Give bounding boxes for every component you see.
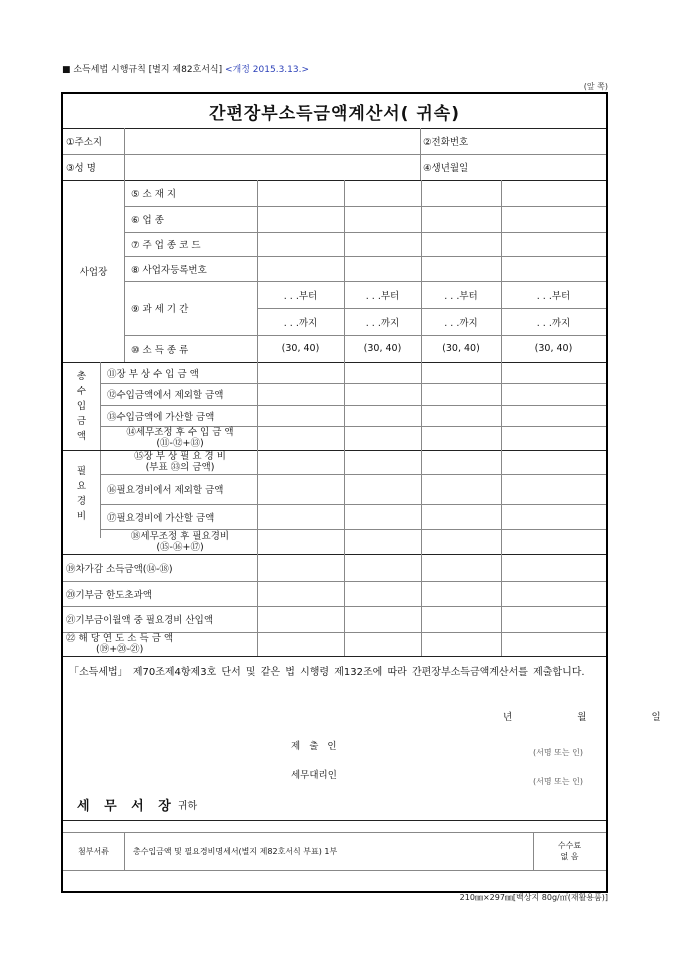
row-14-main: ⑭세무조정 후 수 입 금 액	[126, 427, 234, 438]
period-from-2[interactable]: . . .부터	[365, 290, 400, 302]
business-group-label: 사업장	[79, 267, 108, 278]
form-header	[62, 62, 309, 75]
row-20-label: ⑳기부금 한도초과액	[66, 589, 152, 601]
income-type-label: ⑩ 소 득 종 류	[131, 344, 189, 356]
period-from-4[interactable]: . . .부터	[536, 290, 571, 302]
revenue-char-5: 액	[76, 430, 87, 442]
tax-form	[61, 92, 661, 893]
row-14-formula: (⑪-⑫+⑬)	[156, 438, 204, 449]
row-21-label: ㉑기부금이월액 중 필요경비 산입액	[66, 615, 214, 626]
phone-field[interactable]	[499, 128, 604, 154]
attach-label: 첨부서류	[78, 846, 109, 856]
name-field[interactable]	[125, 154, 419, 180]
phone-label: ②전화번호	[423, 137, 469, 148]
recipient-line	[77, 794, 277, 814]
agent-label: 세무대리인	[291, 770, 337, 781]
fee-cell	[533, 832, 606, 870]
income-type-1: (30, 40)	[281, 343, 320, 354]
income-type-2: (30, 40)	[363, 343, 402, 354]
row-11-label: ⑪장 부 상 수 입 금 액	[107, 368, 199, 380]
row-19-label: ⑲차가감 소득금액(⑭-⑱)	[66, 563, 173, 575]
fee-value: 없 음	[560, 852, 579, 861]
income-type-4: (30, 40)	[534, 343, 573, 354]
row-15-label	[103, 450, 257, 474]
expense-char-4: 비	[76, 511, 87, 522]
recipient-suffix: 귀하	[177, 800, 198, 812]
revenue-char-3: 입	[76, 400, 87, 412]
revenue-char-1: 총	[76, 370, 87, 382]
period-to-3[interactable]: . . .까지	[444, 317, 478, 329]
expense-char-2: 요	[76, 481, 87, 492]
row-14-label	[103, 426, 257, 450]
row-22-main: ㉒ 해 당 연 도 소 득 금 액	[66, 633, 174, 644]
submitter-label: 제 출 인	[291, 741, 340, 752]
period-to-1[interactable]: . . .까지	[283, 317, 318, 329]
row-16-label: ⑯필요경비에서 제외할 금액	[107, 485, 224, 496]
row-18-formula: (⑮-⑯+⑰)	[156, 541, 204, 553]
row-15-main: ⑮장 부 상 필 요 경 비	[134, 451, 226, 462]
row-17-label: ⑰필요경비에 가산할 금액	[107, 512, 215, 524]
reg-no-label: ⑧ 사업자등록번호	[131, 264, 207, 276]
recipient-office: 세 무 서 장	[77, 798, 176, 814]
revenue-char-4: 금	[76, 415, 87, 427]
row-12-label: ⑫수입금액에서 제외할 금액	[107, 390, 224, 401]
revenue-char-2: 수	[76, 385, 87, 397]
agent-sign[interactable]: (서명 또는 인)	[533, 776, 583, 786]
attach-text: 총수입금액 및 필요경비명세서(별지 제82호서식 부표) 1부	[133, 846, 338, 856]
revision-date: <개정 2015.3.13.>	[225, 65, 310, 75]
address-field[interactable]	[125, 128, 419, 154]
address-label: ①주소지	[66, 137, 103, 148]
row-22-formula: (⑲+⑳-㉑)	[96, 644, 144, 655]
form-title: 간편장부소득금액계산서( 귀속)	[209, 103, 460, 124]
row-18-label	[103, 529, 257, 554]
page-side-label: (앞 쪽)	[583, 82, 608, 91]
expense-char-1: 필	[76, 466, 87, 477]
period-to-2[interactable]: . . .까지	[365, 317, 400, 329]
industry-code-label: ⑦ 주 업 종 코 드	[131, 240, 201, 251]
paper-spec: 210㎜×297㎜[백상지 80g/㎡(재활용품)]	[459, 893, 608, 902]
location-label: ⑤ 소 재 지	[131, 189, 177, 200]
period-label: ⑨ 과 세 기 간	[131, 304, 189, 315]
row-22-label	[66, 632, 256, 656]
fee-label: 수수료	[557, 841, 582, 850]
row-15-note: (부표 ㉝의 금액)	[145, 462, 215, 473]
row-13-label: ⑬수입금액에 가산할 금액	[107, 411, 215, 423]
income-type-3: (30, 40)	[442, 343, 480, 354]
law-reference: ■ 소득세법 시행규칙 [별지 제82호서식]	[62, 65, 223, 75]
submitter-sign[interactable]: (서명 또는 인)	[533, 747, 583, 757]
period-from-1[interactable]: . . .부터	[283, 290, 318, 302]
revenue-group-label	[63, 362, 100, 450]
row-18-main: ⑱세무조정 후 필요경비	[130, 530, 230, 542]
expense-group-label	[63, 450, 100, 538]
period-from-3[interactable]: . . .부터	[444, 290, 478, 302]
name-label: ③성 명	[66, 163, 96, 174]
declaration-text: 「소득세법」 제70조제4항제3호 단서 및 같은 법 시행령 제132조에 따라 간편장부소득금액계산서를 제출합니다.	[69, 667, 585, 678]
birth-label: ④생년월일	[423, 163, 469, 174]
birth-field[interactable]	[499, 154, 604, 180]
date-line[interactable]: 년 월 일	[503, 712, 661, 723]
period-to-4[interactable]: . . .까지	[536, 317, 571, 329]
expense-char-3: 경	[76, 496, 87, 507]
industry-label: ⑥ 업 종	[131, 215, 164, 226]
